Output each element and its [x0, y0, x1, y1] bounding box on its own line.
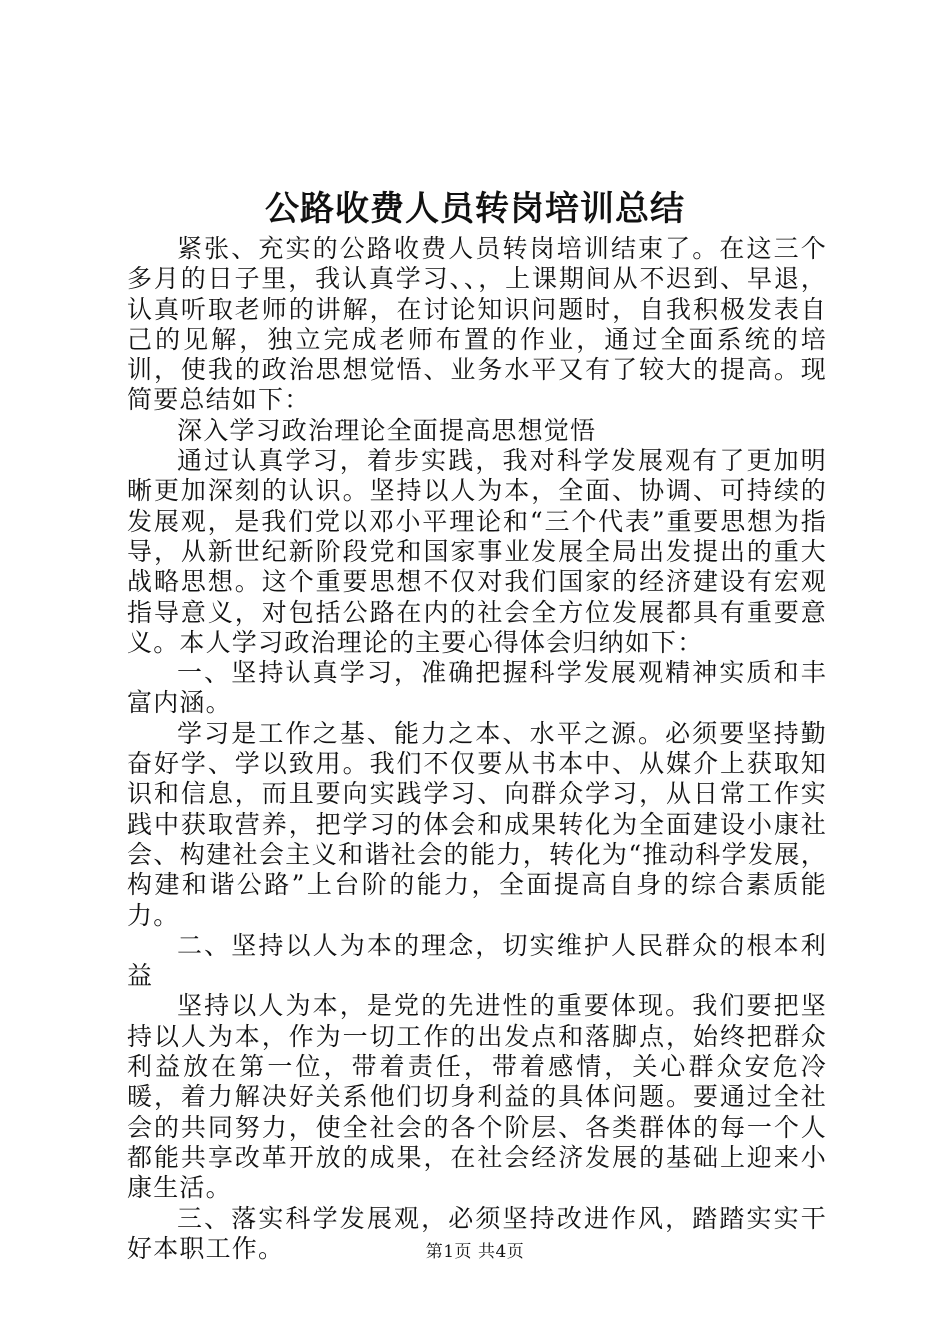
document-body	[127, 234, 827, 1264]
point-heading-3: 三、落实科学发展观，必须坚持改进作风，踏踏实实干好本职工作。	[127, 1203, 827, 1263]
body-paragraph: 学习是工作之基、能力之本、水平之源。必须要坚持勤奋好学、学以致用。我们不仅要从书本中、从媒介上获取知识和信息，而且要向实践学习、向群众学习，从日常工作实践中获取营养，把学习的体会和成果转化为全面建设小康社会、构建社会主义和谐社会的能力，转化为“推动科学发展，构建和谐公路”上台阶的能力，全面提高自身的综合素质能力。	[127, 718, 827, 930]
point-heading-1: 一、坚持认真学习，准确把握科学发展观精神实质和丰富内涵。	[127, 658, 827, 718]
body-paragraph: 通过认真学习，着步实践，我对科学发展观有了更加明晰更加深刻的认识。坚持以人为本，全面、协调、可持续的发展观，是我们党以邓小平理论和“三个代表”重要思想为指导，从新世纪新阶段党和国家事业发展全局出发提出的重大战略思想。这个重要思想不仅对我们国家的经济建设有宏观指导意义，对包括公路在内的社会全方位发展都具有重要意义。本人学习政治理论的主要心得体会归纳如下：	[127, 446, 827, 657]
body-paragraph: 坚持以人为本，是党的先进性的重要体现。我们要把坚持以人为本，作为一切工作的出发点和落脚点，始终把群众利益放在第一位，带着责任，带着感情，关心群众安危冷暖，着力解决好关系他们切身利益的具体问题。要通过全社会的共同努力，使全社会的各个阶层、各类群体的每一个人都能共享改革开放的成果，在社会经济发展的基础上迎来小康生活。	[127, 991, 827, 1203]
intro-paragraph: 紧张、充实的公路收费人员转岗培训结束了。在这三个多月的日子里，我认真学习、、，上课期间从不迟到、早退，认真听取老师的讲解，在讨论知识问题时，自我积极发表自己的见解，独立完成老师布置的作业，通过全面系统的培训，使我的政治思想觉悟、业务水平又有了较大的提高。现简要总结如下：	[127, 234, 827, 415]
point-heading-2: 二、坚持以人为本的理念，切实维护人民群众的根本利益	[127, 930, 827, 991]
page-number: 第1页 共4页	[425, 1242, 525, 1262]
document-title: 公路收费人员转岗培训总结	[265, 189, 685, 229]
section-heading: 深入学习政治理论全面提高思想觉悟	[177, 415, 597, 445]
